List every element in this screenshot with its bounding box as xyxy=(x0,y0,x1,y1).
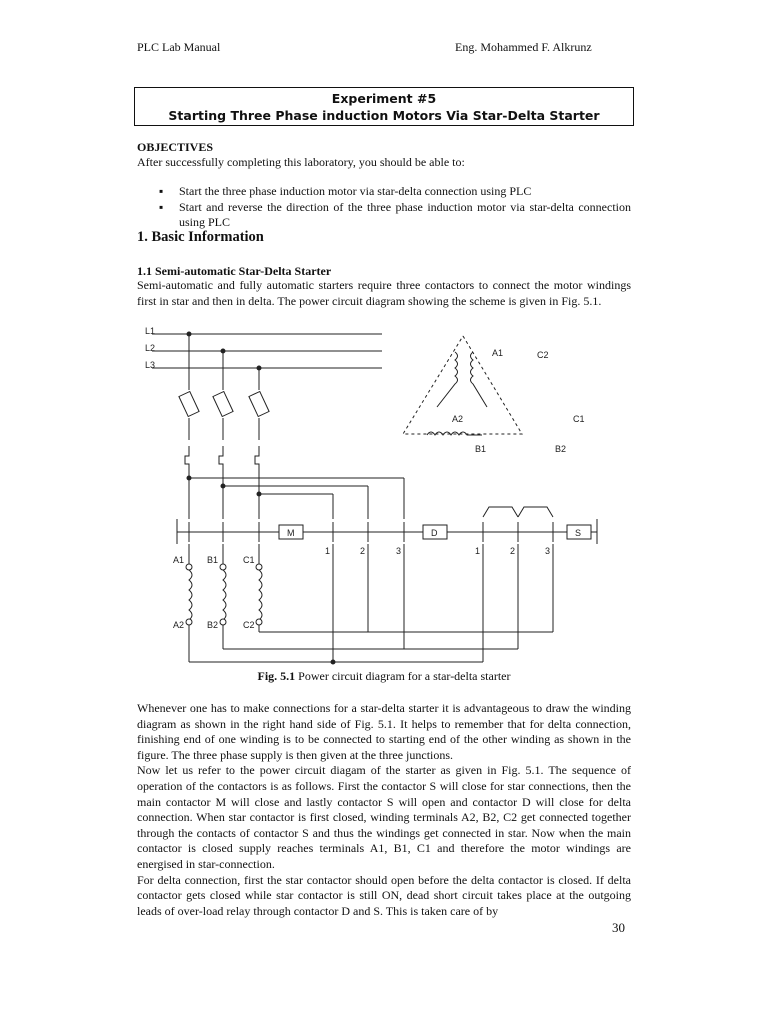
contactor-m: M xyxy=(287,528,295,538)
d-num-2: 2 xyxy=(360,546,366,556)
experiment-title-box xyxy=(134,87,634,126)
d-num-1: 1 xyxy=(325,546,331,556)
caption-text: Power circuit diagram for a star-delta starter xyxy=(295,669,511,683)
section-heading: 1. Basic Information xyxy=(137,229,264,245)
delta-b1: B1 xyxy=(475,444,487,454)
objectives-heading: OBJECTIVES xyxy=(137,140,214,154)
s-num-2: 2 xyxy=(510,546,516,556)
experiment-number: Experiment #5 xyxy=(331,91,437,106)
delta-a1: A1 xyxy=(492,348,504,358)
page-number: 30 xyxy=(612,920,625,935)
s-num-1: 1 xyxy=(475,546,481,556)
delta-a2: A2 xyxy=(452,414,464,424)
bullet-icon: ▪ xyxy=(159,184,164,198)
contactor-s: S xyxy=(575,528,582,538)
label-l3: L3 xyxy=(145,360,156,370)
list-item: ▪ Start and reverse the direction of the three phase induction motor via star-delta connection using PLC xyxy=(159,200,631,229)
label-l2: L2 xyxy=(145,343,156,353)
paragraph: For delta connection, first the star contactor should open before the delta contactor is closed. If delta contactor gets closed while star contactor is still ON, dead short circuit takes place at the outgoing leads of over-load relay through contactor D and S. This is taken care of by xyxy=(137,872,631,918)
list-item: ▪ Start the three phase induction motor via star-delta connection using PLC xyxy=(159,184,532,198)
experiment-title: Starting Three Phase induction Motors Via Star-Delta Starter xyxy=(168,108,600,123)
figure-caption xyxy=(137,669,631,684)
terminal-c1: C1 xyxy=(243,555,255,565)
objectives-list xyxy=(137,184,631,231)
terminal-a1: A1 xyxy=(173,555,185,565)
terminal-a2: A2 xyxy=(173,620,185,630)
header-left: PLC Lab Manual xyxy=(137,40,221,54)
power-circuit-diagram xyxy=(137,322,617,667)
header-right: Eng. Mohammed F. Alkrunz xyxy=(455,40,592,54)
objectives-intro: After successfully completing this laboratory, you should be able to: xyxy=(137,155,465,169)
body-text xyxy=(137,701,631,919)
terminal-b2: B2 xyxy=(207,620,219,630)
s-num-3: 3 xyxy=(545,546,551,556)
delta-c1: C1 xyxy=(573,414,585,424)
delta-c2: C2 xyxy=(537,350,549,360)
d-num-3: 3 xyxy=(396,546,402,556)
subsection-intro: Semi-automatic and fully automatic starters require three contactors to connect the motor windings first in star and then in delta. The power circuit diagram showing the scheme is given in Fig. 5.1. xyxy=(137,278,631,308)
terminal-c2: C2 xyxy=(243,620,255,630)
subsection-heading: 1.1 Semi-automatic Star-Delta Starter xyxy=(137,264,332,278)
delta-b2: B2 xyxy=(555,444,567,454)
bullet-icon: ▪ xyxy=(159,200,164,214)
caption-label: Fig. 5.1 xyxy=(257,669,296,683)
contactor-d: D xyxy=(431,528,438,538)
terminal-b1: B1 xyxy=(207,555,219,565)
paragraph: Now let us refer to the power circuit diagam of the starter as given in Fig. 5.1. The sequence of operation of the contactors is as follows. First the contactor S will close for star connections, then the main contactor M will close and lastly contactor S will open and contactor D will close for delta connection. When star contactor is first closed, winding terminals A2, B2, C2 get connected together through the contacts of contactor S and thus the windings get connected in star. Now when the main contactor is closed supply reaches terminals A1, B1, C1 and therefore the motor windings are energised in star-connection. xyxy=(137,763,631,871)
paragraph: Whenever one has to make connections for a star-delta starter it is advantageous to draw the winding diagram as shown in the right hand side of Fig. 5.1. It helps to remember that for delta connection, finishing end of one winding is to be connected to starting end of the other winding as shown in the figure. The three phase supply is then given at the three junctions. xyxy=(137,701,631,762)
label-l1: L1 xyxy=(145,326,156,336)
